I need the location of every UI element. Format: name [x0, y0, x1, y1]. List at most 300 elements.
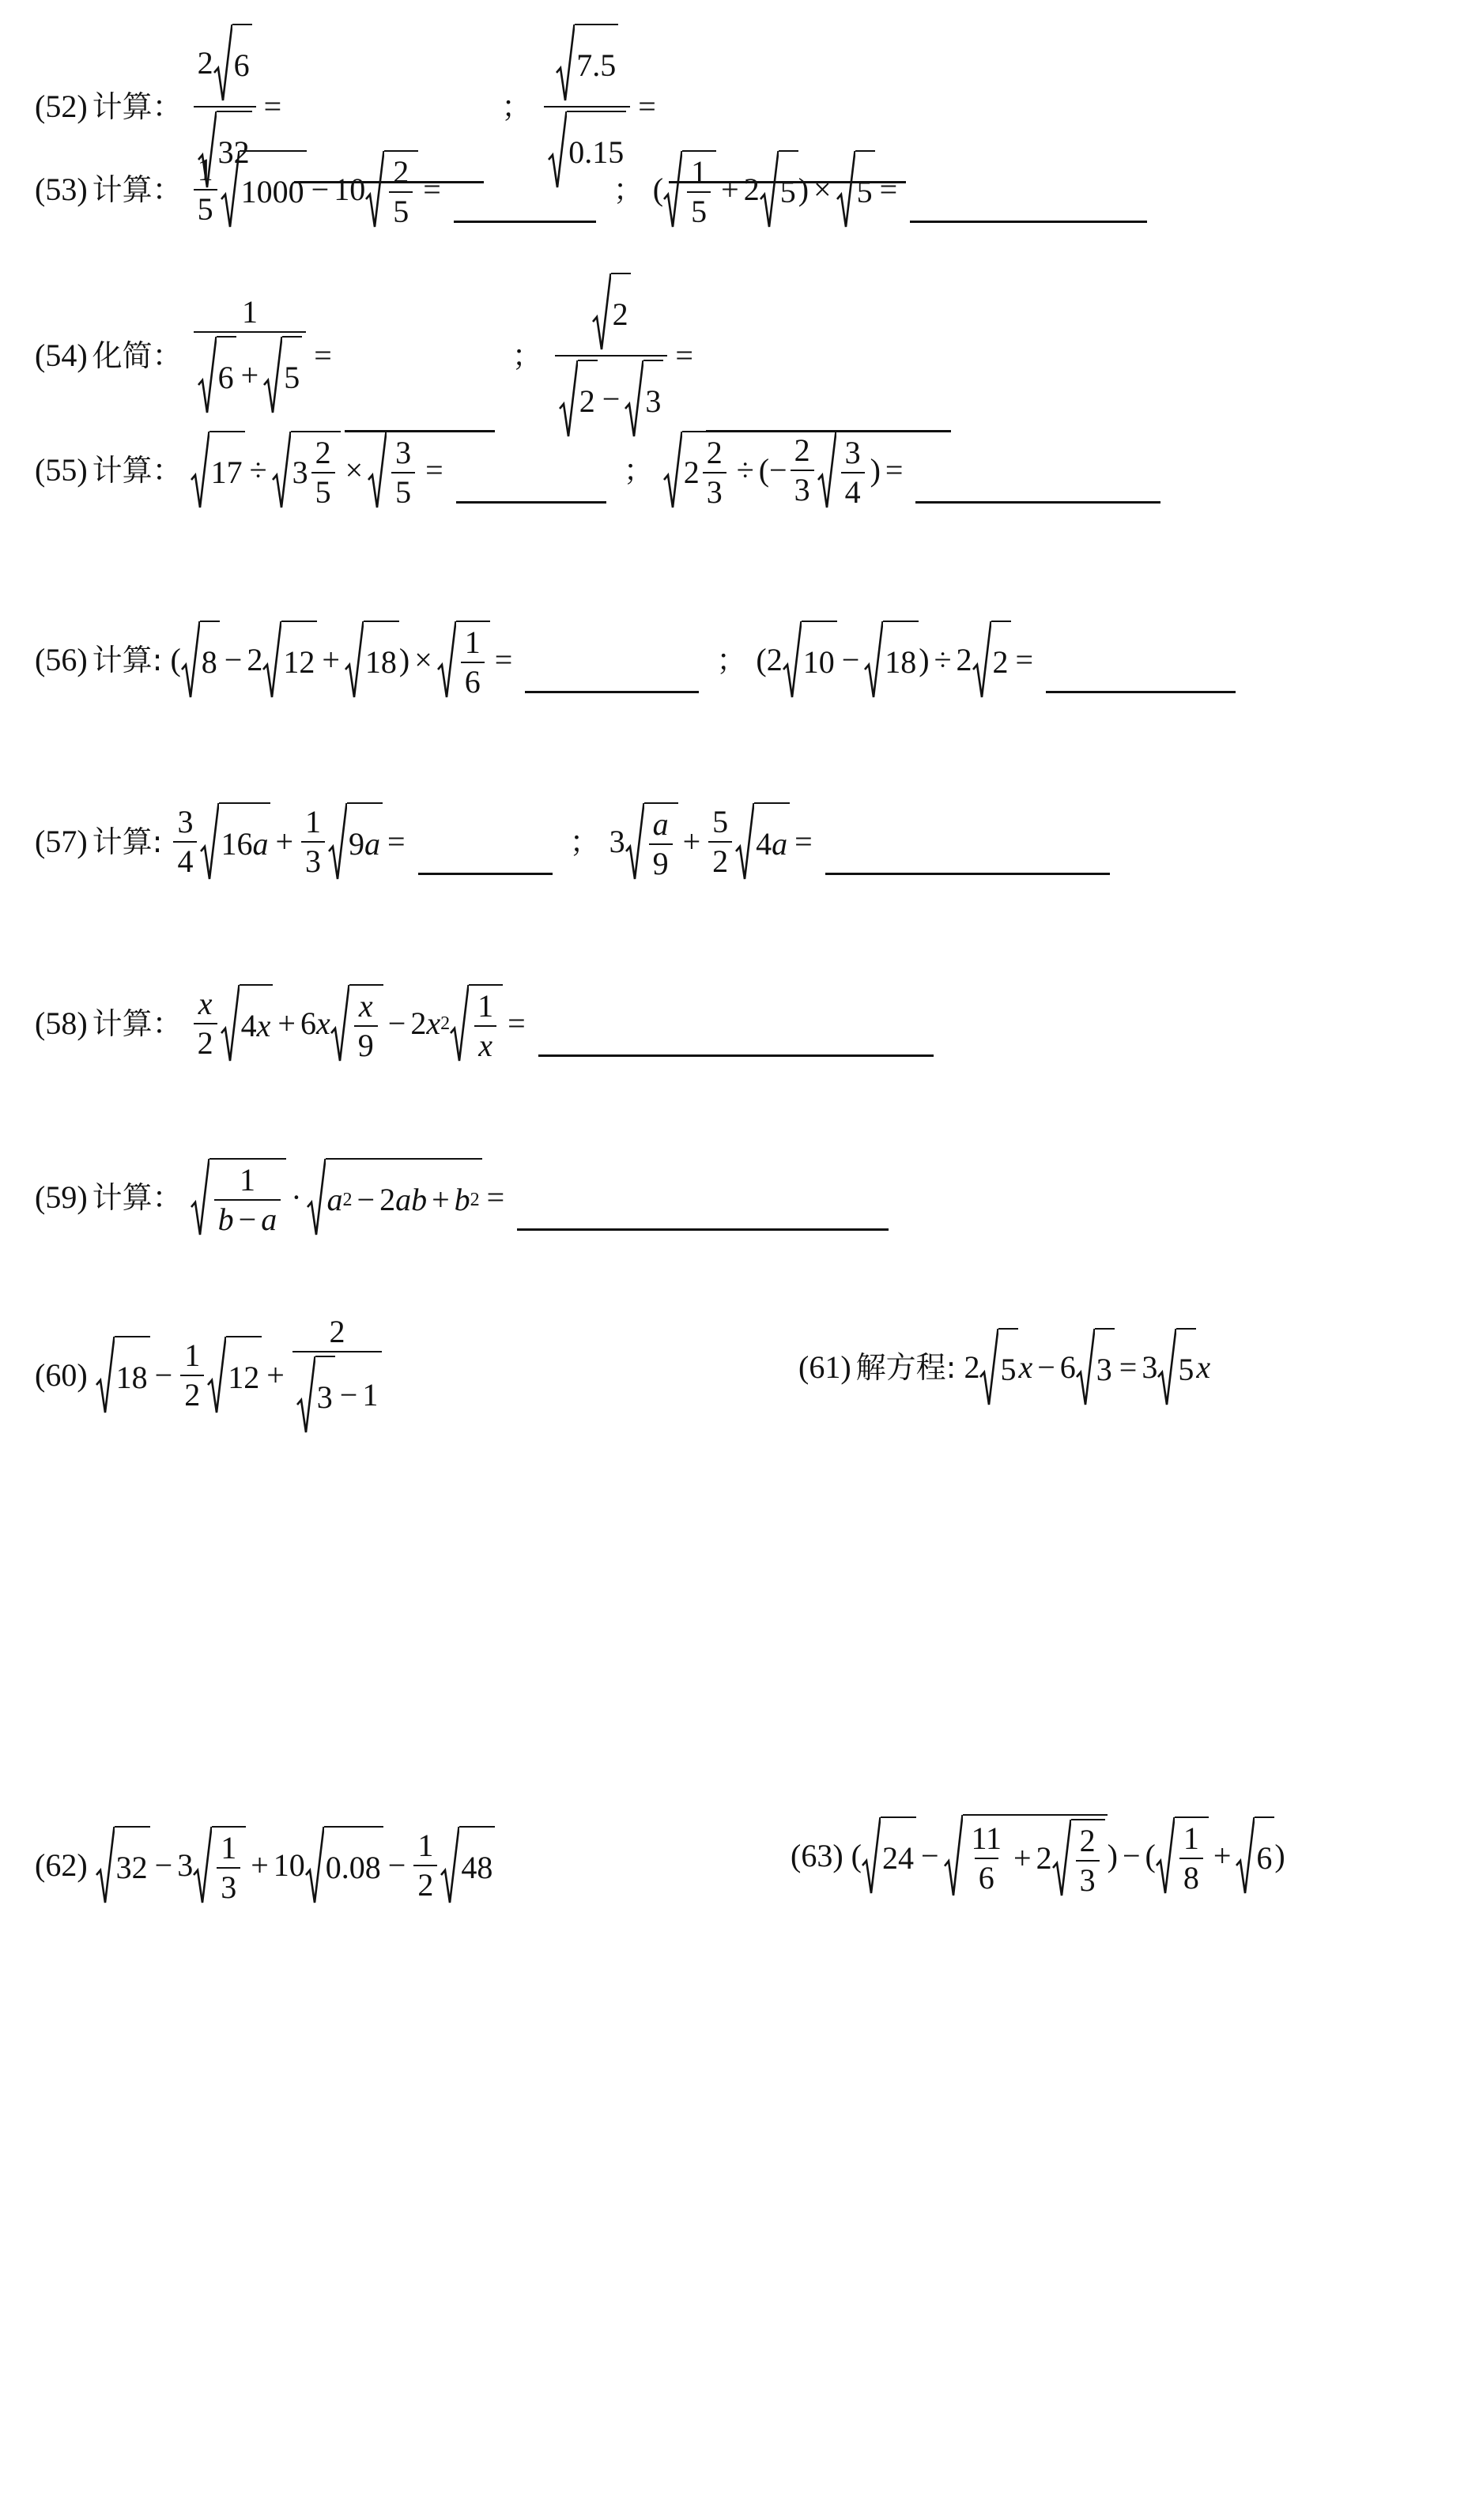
fraction [391, 437, 415, 508]
math-group [96, 1316, 386, 1435]
math-operator: = [638, 89, 656, 124]
math-number: 9 [357, 1028, 374, 1063]
numerator [194, 988, 217, 1023]
math-group [305, 843, 322, 879]
denominator [708, 841, 732, 877]
math-number: 2 [393, 154, 409, 190]
square-root [193, 1826, 246, 1905]
math-group [240, 1164, 255, 1196]
radicand [682, 431, 732, 510]
math-number: 1 [239, 1162, 255, 1198]
problem-instruction: 计算： [92, 1180, 183, 1215]
denominator [194, 331, 307, 415]
math-text: ) [870, 452, 881, 488]
math-text: ) [398, 642, 410, 677]
math-operator: + [322, 642, 340, 677]
radicand [209, 1158, 287, 1237]
math-group [221, 1832, 236, 1864]
radical-sign-icon [221, 984, 240, 1063]
math-group [241, 1010, 271, 1042]
math-group [756, 828, 787, 860]
radical-term [345, 621, 399, 700]
math-group [221, 828, 268, 860]
radical-term [307, 1158, 482, 1237]
numerator [355, 990, 377, 1025]
math-number: 1 [197, 152, 213, 187]
numerator [708, 806, 732, 841]
square-root [191, 1158, 287, 1237]
math-group [191, 431, 1169, 510]
math-group [417, 1830, 433, 1862]
numerator [1076, 1825, 1100, 1860]
math-number: 5 [393, 194, 409, 229]
radical-sign-icon [862, 1816, 881, 1896]
math-number: 5 [1000, 1352, 1017, 1387]
problem-instruction: 解方程: [855, 1350, 957, 1385]
math-group [691, 154, 708, 190]
math-group [1178, 1354, 1194, 1386]
answer-blank [517, 1228, 889, 1231]
square-root [944, 1814, 1108, 1898]
radical-sign-icon [296, 1356, 315, 1435]
math-group [198, 24, 252, 103]
math-operator: = [794, 824, 813, 859]
math-operator: = [879, 172, 898, 207]
radicand [232, 24, 252, 103]
radical-sign-icon [450, 984, 469, 1063]
math-number: 0.08 [325, 1850, 381, 1885]
square-root [559, 360, 598, 439]
math-number: 9 [349, 826, 365, 862]
radical-sign-icon [193, 1826, 212, 1905]
problem-instruction: 计算： [92, 453, 183, 488]
square-root [979, 1328, 1018, 1407]
numerator [1179, 1820, 1203, 1858]
separator: ； [613, 172, 643, 207]
math-variable: a [652, 806, 669, 842]
numerator [791, 432, 814, 470]
math-operator: + [1213, 1838, 1232, 1873]
radical-sign-icon [663, 150, 682, 229]
math-number: 3 [1079, 1862, 1096, 1898]
math-number: 3 [305, 843, 322, 879]
math-operator: − [154, 1847, 173, 1883]
math-number: 3 [221, 1869, 237, 1905]
radical-sign-icon [437, 621, 456, 700]
separator: ； [501, 89, 532, 124]
square-root [1156, 1816, 1209, 1896]
math-operator: − [602, 381, 621, 417]
separator: ； [623, 453, 654, 488]
math-operator: + [251, 1847, 269, 1883]
radical-term [817, 431, 870, 510]
square-root [625, 360, 663, 439]
math-number: 5 [395, 474, 412, 510]
denominator [1179, 1858, 1203, 1894]
math-group [652, 806, 669, 842]
fraction [194, 154, 217, 225]
math-group [358, 1030, 374, 1062]
denominator [311, 472, 335, 508]
math-operator: + [721, 172, 739, 207]
radical-term [1052, 1819, 1105, 1898]
denominator [975, 1858, 998, 1894]
fraction [687, 154, 711, 229]
math-group [284, 362, 300, 394]
math-group [191, 1158, 897, 1237]
radicand [281, 621, 317, 700]
numerator [389, 154, 413, 191]
square-root [972, 621, 1011, 700]
numerator [194, 24, 256, 106]
math-number: 3 [645, 383, 662, 419]
radical-sign-icon [198, 336, 217, 415]
square-root [450, 984, 503, 1063]
radical-term [783, 621, 837, 700]
math-text: ) [919, 642, 930, 677]
radicand [240, 150, 307, 229]
math-group [556, 24, 618, 103]
numerator [194, 154, 217, 189]
math-operator: − [841, 642, 860, 677]
radicand [779, 150, 798, 229]
math-group [315, 474, 331, 510]
math-number: 2 [579, 383, 595, 419]
math-group [211, 1164, 285, 1235]
math-operator: + [1013, 1840, 1032, 1876]
radical-term [625, 802, 678, 881]
math-group [964, 1819, 1105, 1898]
problem-number: (59) [35, 1179, 88, 1215]
math-operator: + [266, 1357, 285, 1393]
square-root [625, 802, 678, 881]
radical-term [559, 360, 598, 439]
math-group [211, 457, 243, 489]
numerator [461, 624, 485, 662]
math-number: 8 [201, 644, 217, 680]
separator: ； [716, 643, 747, 677]
radical-sign-icon [440, 1826, 459, 1905]
math-group [283, 644, 315, 680]
math-group [242, 296, 258, 328]
radicand [209, 431, 245, 510]
math-variable: a [326, 1182, 343, 1217]
fraction [1076, 1825, 1100, 1896]
problem-61 [798, 1328, 1210, 1407]
denominator [703, 472, 726, 508]
radical-sign-icon [1052, 1819, 1071, 1898]
denominator [194, 1023, 217, 1059]
math-group [170, 621, 1243, 700]
radical-term [221, 150, 307, 229]
square-root [1236, 1816, 1274, 1896]
math-number: 2 [329, 1314, 345, 1349]
math-group [691, 196, 707, 228]
radical-term [330, 984, 383, 1063]
square-root [864, 621, 919, 700]
math-variable: x [198, 986, 213, 1021]
math-operator: − [920, 1838, 939, 1873]
math-group [645, 383, 662, 419]
radicand [459, 1826, 495, 1905]
math-variable: a [364, 826, 381, 862]
separator: ； [569, 824, 600, 859]
denominator [555, 355, 668, 439]
math-operator: − [387, 1847, 406, 1883]
radical-term [1076, 1328, 1115, 1407]
denominator [292, 1351, 383, 1435]
math-group [213, 1832, 243, 1903]
math-group [198, 154, 213, 186]
math-group [844, 474, 861, 510]
radicand [611, 273, 631, 352]
numerator [474, 990, 497, 1025]
fraction [841, 437, 865, 508]
math-group [1183, 1820, 1199, 1856]
math-text: ) [1274, 1838, 1285, 1873]
fraction [1179, 1820, 1203, 1896]
problem-number: (62) [35, 1847, 88, 1883]
math-operator: × [813, 172, 832, 207]
square-root [783, 621, 837, 700]
fraction [474, 990, 497, 1062]
answer-blank [1046, 690, 1236, 693]
denominator [841, 472, 865, 508]
math-number: 3 [292, 455, 308, 490]
radical-term [96, 1826, 150, 1905]
denominator [461, 662, 485, 698]
radicand [883, 621, 919, 700]
fraction [194, 988, 217, 1059]
radicand [212, 1826, 246, 1905]
math-text: 2 [964, 1349, 980, 1385]
radicand [364, 621, 399, 700]
math-group [116, 1362, 148, 1394]
radical-sign-icon [556, 24, 575, 103]
math-number: 3 [1096, 1352, 1112, 1387]
numerator [649, 806, 673, 843]
radical-term [944, 1814, 1108, 1898]
radical-term [328, 802, 383, 881]
math-group [653, 848, 669, 880]
radical-sign-icon [200, 802, 219, 881]
radical-sign-icon [1076, 1328, 1095, 1407]
answer-blank [910, 220, 1147, 223]
radical-term [272, 431, 341, 510]
math-number: 11 [971, 1820, 1002, 1856]
square-root [663, 150, 716, 229]
radical-sign-icon [221, 150, 240, 229]
math-operator: ÷ [934, 642, 952, 677]
math-number: 10 [802, 644, 835, 680]
math-operator: ÷ [736, 452, 754, 488]
math-operator: ÷ [249, 452, 267, 488]
radical-term [625, 360, 663, 439]
fraction [461, 624, 485, 700]
radical-term [365, 150, 418, 229]
problem-number: (54) [35, 338, 88, 373]
radical-term [262, 621, 317, 700]
radicand [200, 621, 220, 700]
square-root [862, 1816, 916, 1896]
math-group [330, 1316, 345, 1348]
radicand [324, 1826, 383, 1905]
math-group [881, 1840, 914, 1876]
math-group [794, 432, 810, 468]
problem-number: (63) [791, 1838, 843, 1873]
radical-term [1157, 1328, 1196, 1407]
math-operator: + [432, 1182, 450, 1217]
math-text: 10 [273, 1847, 305, 1883]
square-root [191, 431, 245, 510]
square-root [1157, 1328, 1196, 1407]
math-group [351, 990, 381, 1062]
math-group [191, 273, 959, 439]
radicand [578, 360, 598, 439]
denominator [173, 841, 197, 877]
math-number: 2 [184, 1377, 201, 1413]
math-operator: = [423, 172, 441, 207]
radical-sign-icon [760, 150, 779, 229]
math-number: 16 [221, 826, 253, 862]
math-number: 2 [712, 843, 729, 879]
denominator [649, 843, 673, 880]
math-text: 6 [300, 1005, 316, 1041]
radicand [998, 1328, 1018, 1407]
fraction [180, 1337, 204, 1413]
math-operator: = [494, 642, 513, 677]
radical-sign-icon [836, 150, 855, 229]
math-text: 10 [334, 172, 366, 207]
math-number: 2 [612, 296, 628, 332]
math-number: 6 [464, 664, 481, 700]
math-group [386, 154, 416, 229]
math-number: 6 [233, 47, 250, 83]
math-number: 2 [197, 1025, 213, 1061]
math-group [646, 806, 676, 881]
radicand [1175, 1816, 1209, 1896]
radical-sign-icon [213, 24, 232, 103]
radical-term [296, 1356, 335, 1435]
denominator [180, 1375, 204, 1411]
math-group [458, 624, 488, 700]
radical-term [836, 150, 875, 229]
math-group [857, 176, 873, 208]
math-group [393, 196, 409, 228]
math-text: 3 [609, 824, 625, 859]
math-operator: = [1015, 642, 1034, 677]
math-number: 3 [706, 474, 723, 510]
math-number: 4 [844, 474, 861, 510]
radical-term [221, 984, 274, 1063]
math-text: 2 [743, 172, 760, 207]
square-root [213, 24, 252, 103]
math-operator: = [314, 338, 332, 373]
numerator [703, 437, 726, 472]
radical-coefficient: 2 [197, 45, 213, 81]
square-root [272, 431, 341, 510]
math-group [712, 806, 728, 838]
math-number: 48 [461, 1850, 493, 1885]
math-variable: x [315, 1005, 330, 1041]
fraction [311, 437, 335, 508]
radicand [836, 431, 870, 510]
math-number: 18 [364, 644, 397, 680]
square-root [198, 336, 236, 415]
math-operator: = [885, 452, 904, 488]
fraction [194, 296, 307, 415]
math-number: 5 [856, 174, 873, 209]
math-group [228, 1362, 259, 1394]
square-root [437, 621, 490, 700]
problem-number: (55) [35, 452, 88, 488]
math-group [184, 1337, 201, 1373]
math-group [96, 1826, 496, 1905]
radical-term [663, 150, 716, 229]
math-number: 3 [794, 472, 810, 507]
math-group [851, 1814, 1285, 1898]
math-group [470, 990, 500, 1062]
math-operator: = [1119, 1349, 1138, 1385]
math-group [364, 644, 397, 680]
math-number: 2 [417, 1867, 434, 1903]
fraction [354, 990, 378, 1062]
math-group [1176, 1820, 1206, 1896]
fraction [217, 1832, 240, 1903]
math-number: 1 [184, 1337, 201, 1373]
square-root [181, 621, 220, 700]
math-number: 12 [283, 644, 315, 680]
math-group [707, 437, 723, 469]
math-variable: a [261, 1202, 277, 1237]
math-group [177, 843, 194, 879]
radicand [802, 621, 837, 700]
radicand [240, 984, 274, 1063]
math-operator: + [275, 824, 294, 859]
radicand [991, 621, 1011, 700]
math-text: 1 [362, 1377, 379, 1413]
math-variable: a [252, 826, 269, 862]
radical-term [862, 1816, 916, 1896]
denominator [791, 470, 814, 506]
math-operator: + [240, 357, 259, 393]
math-group [315, 437, 331, 469]
math-group [971, 1820, 1002, 1856]
radicand [881, 1816, 916, 1896]
radical-sign-icon [368, 431, 387, 510]
radical-term [450, 984, 503, 1063]
math-operator: · [291, 1179, 302, 1215]
square-root [345, 621, 399, 700]
denominator [687, 191, 711, 228]
radical-term [181, 621, 220, 700]
square-root [263, 336, 302, 415]
math-group [964, 1328, 1210, 1407]
radicand [1176, 1328, 1196, 1407]
fraction [292, 1316, 383, 1435]
square-root [836, 150, 875, 229]
square-root [207, 1336, 262, 1415]
radical-sign-icon [365, 150, 384, 229]
square-root [817, 431, 870, 510]
square-root [96, 1826, 150, 1905]
math-text: 2 [956, 642, 972, 677]
radicand [315, 1356, 335, 1435]
math-group [1000, 1354, 1016, 1386]
square-root [262, 621, 317, 700]
square-root [305, 1826, 383, 1905]
math-group [191, 150, 1155, 229]
